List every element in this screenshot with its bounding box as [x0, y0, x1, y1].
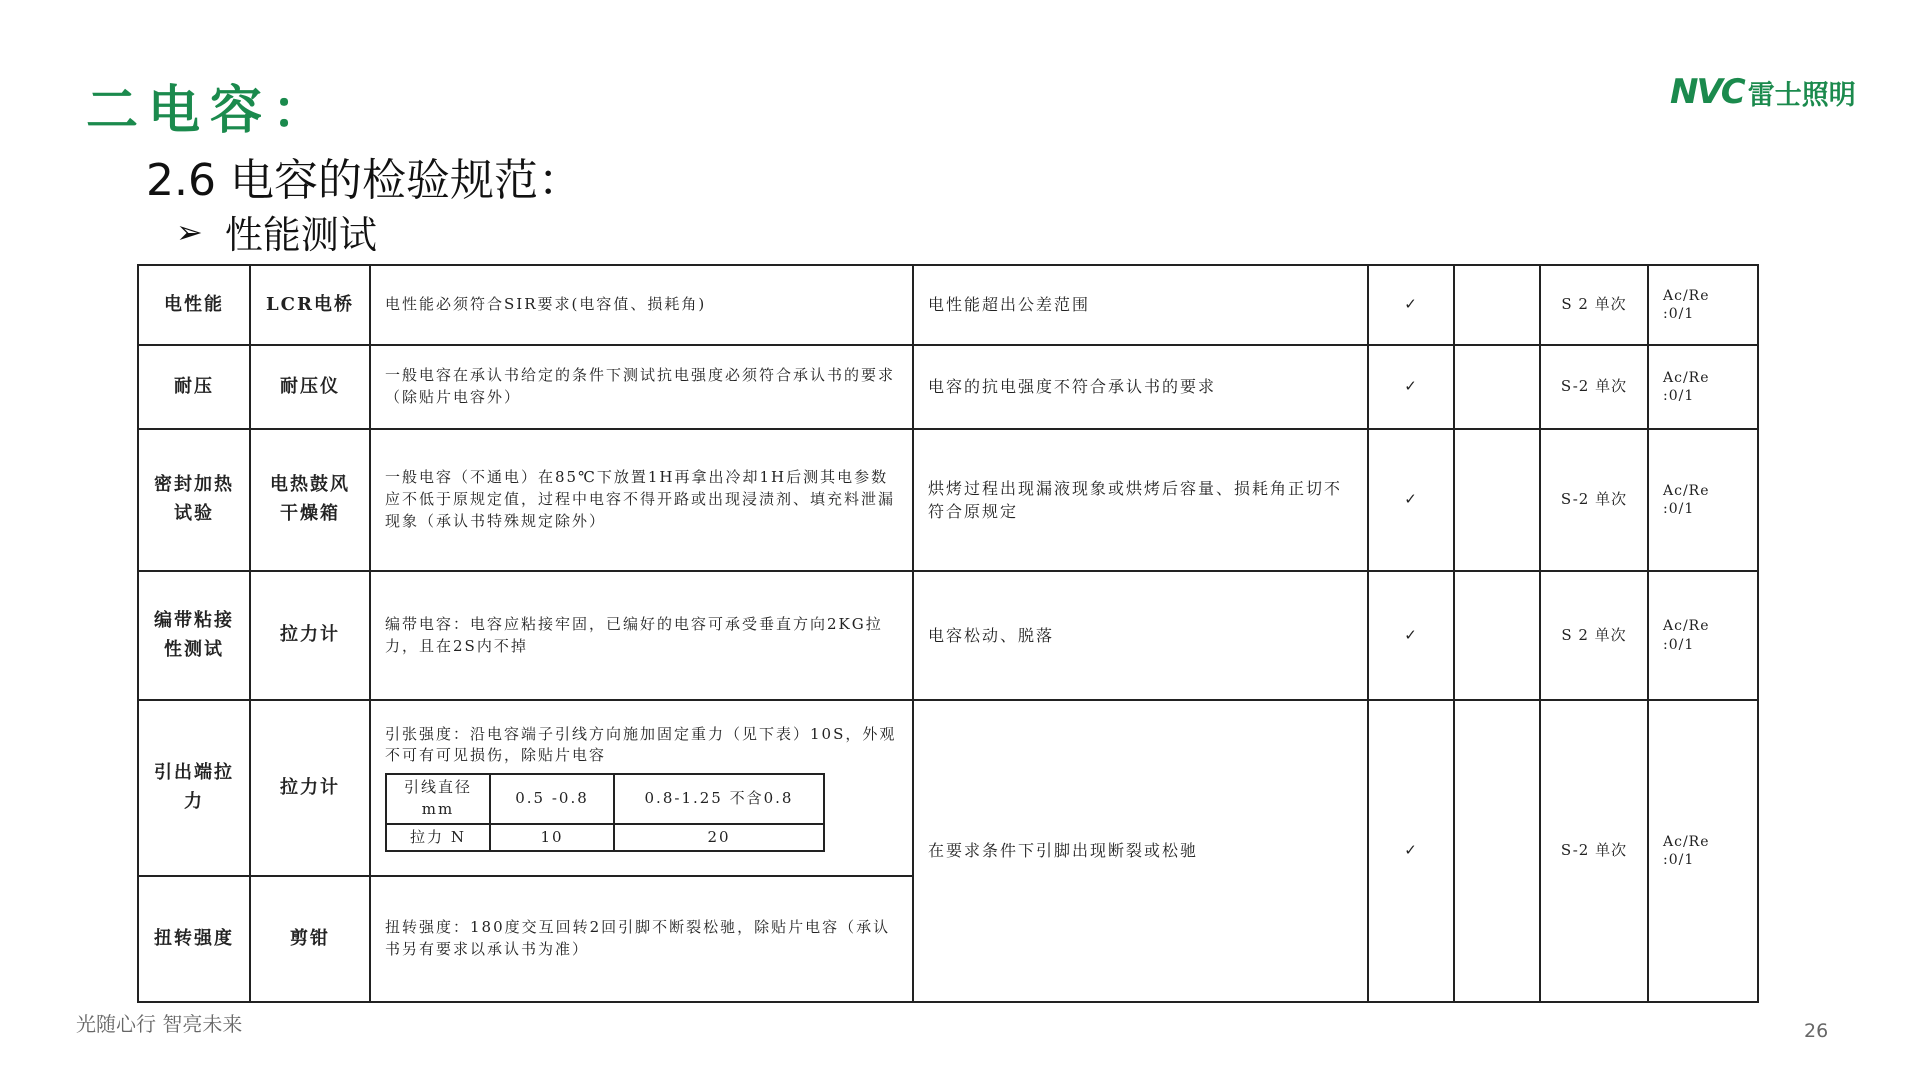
- inner-cell: 引线直径 mm: [386, 774, 490, 824]
- test-requirement: 电性能必须符合SIR要求(电容值、损耗角): [370, 265, 913, 345]
- test-requirement: [370, 700, 913, 876]
- brand-logo: [1670, 72, 1856, 112]
- arrow-bullet-icon: ➢: [176, 212, 203, 251]
- sampling-level: S-2 单次: [1540, 700, 1648, 1002]
- inner-cell: 拉力 N: [386, 824, 490, 852]
- check-mark: ✓: [1368, 345, 1454, 429]
- blank-cell: [1454, 265, 1540, 345]
- test-requirement: 编带电容：电容应粘接牢固，已编好的电容可承受垂直方向2KG拉力，且在2S内不掉: [370, 571, 913, 700]
- inner-cell: 0.5 -0.8: [490, 774, 614, 824]
- section-subtitle: 2.6 电容的检验规范：: [146, 155, 582, 206]
- defect-description: 电容松动、脱落: [913, 571, 1368, 700]
- test-requirement: 一般电容在承认书给定的条件下测试抗电强度必须符合承认书的要求（除贴片电容外）: [370, 345, 913, 429]
- test-tool: 拉力计: [250, 571, 370, 700]
- test-item: 密封加热试验: [138, 429, 250, 571]
- test-item: 耐压: [138, 345, 250, 429]
- table-row: [138, 265, 1758, 345]
- blank-cell: [1454, 345, 1540, 429]
- bullet-item: [176, 204, 377, 259]
- logo-mark: NVC: [1670, 72, 1744, 112]
- table-row: [138, 571, 1758, 700]
- ac-re-value: Ac/Re :0/1: [1648, 571, 1758, 700]
- inspection-table: [137, 264, 1759, 1003]
- test-requirement: 扭转强度：180度交互回转2回引脚不断裂松驰，除贴片电容（承认书另有要求以承认书为准）: [370, 876, 913, 1002]
- check-mark: ✓: [1368, 700, 1454, 1002]
- test-item: 扭转强度: [138, 876, 250, 1002]
- defect-description: 电容的抗电强度不符合承认书的要求: [913, 345, 1368, 429]
- ac-re-value: Ac/Re :0/1: [1648, 700, 1758, 1002]
- inner-cell: 10: [490, 824, 614, 852]
- defect-description: 烘烤过程出现漏液现象或烘烤后容量、损耗角正切不符合原规定: [913, 429, 1368, 571]
- test-tool: LCR电桥: [250, 265, 370, 345]
- defect-description: 在要求条件下引脚出现断裂或松驰: [913, 700, 1368, 1002]
- test-tool: 剪钳: [250, 876, 370, 1002]
- requirement-text: 引张强度：沿电容端子引线方向施加固定重力（见下表）10S，外观不可有可见损伤，除贴片电容: [385, 724, 897, 765]
- table-row: [138, 429, 1758, 571]
- page-title: 二电容：: [86, 81, 335, 141]
- page-number: 26: [1804, 1020, 1829, 1042]
- check-mark: ✓: [1368, 571, 1454, 700]
- sampling-level: S-2 单次: [1540, 429, 1648, 571]
- sampling-level: S-2 单次: [1540, 345, 1648, 429]
- inner-cell: 0.8-1.25 不含0.8: [614, 774, 824, 824]
- pull-force-table: [385, 773, 825, 852]
- check-mark: ✓: [1368, 265, 1454, 345]
- logo-name: 雷士照明: [1747, 79, 1856, 111]
- test-tool: 电热鼓风干燥箱: [250, 429, 370, 571]
- bullet-text: 性能测试: [224, 213, 377, 257]
- blank-cell: [1454, 700, 1540, 1002]
- blank-cell: [1454, 571, 1540, 700]
- test-tool: 耐压仪: [250, 345, 370, 429]
- test-item: 编带粘接性测试: [138, 571, 250, 700]
- footer-slogan: 光随心行 智亮未来: [76, 1012, 243, 1036]
- test-item: 引出端拉力: [138, 700, 250, 876]
- blank-cell: [1454, 429, 1540, 571]
- check-mark: ✓: [1368, 429, 1454, 571]
- test-item: 电性能: [138, 265, 250, 345]
- test-requirement: 一般电容（不通电）在85℃下放置1H再拿出冷却1H后测其电参数应不低于原规定值，过程中电容不得开路或出现浸渍剂、填充料泄漏现象（承认书特殊规定除外）: [370, 429, 913, 571]
- ac-re-value: Ac/Re :0/1: [1648, 345, 1758, 429]
- ac-re-value: Ac/Re :0/1: [1648, 429, 1758, 571]
- ac-re-value: Ac/Re :0/1: [1648, 265, 1758, 345]
- sampling-level: S 2 单次: [1540, 571, 1648, 700]
- table-row: [138, 345, 1758, 429]
- defect-description: 电性能超出公差范围: [913, 265, 1368, 345]
- inner-cell: 20: [614, 824, 824, 852]
- test-tool: 拉力计: [250, 700, 370, 876]
- sampling-level: S 2 单次: [1540, 265, 1648, 345]
- table-row: [138, 700, 1758, 876]
